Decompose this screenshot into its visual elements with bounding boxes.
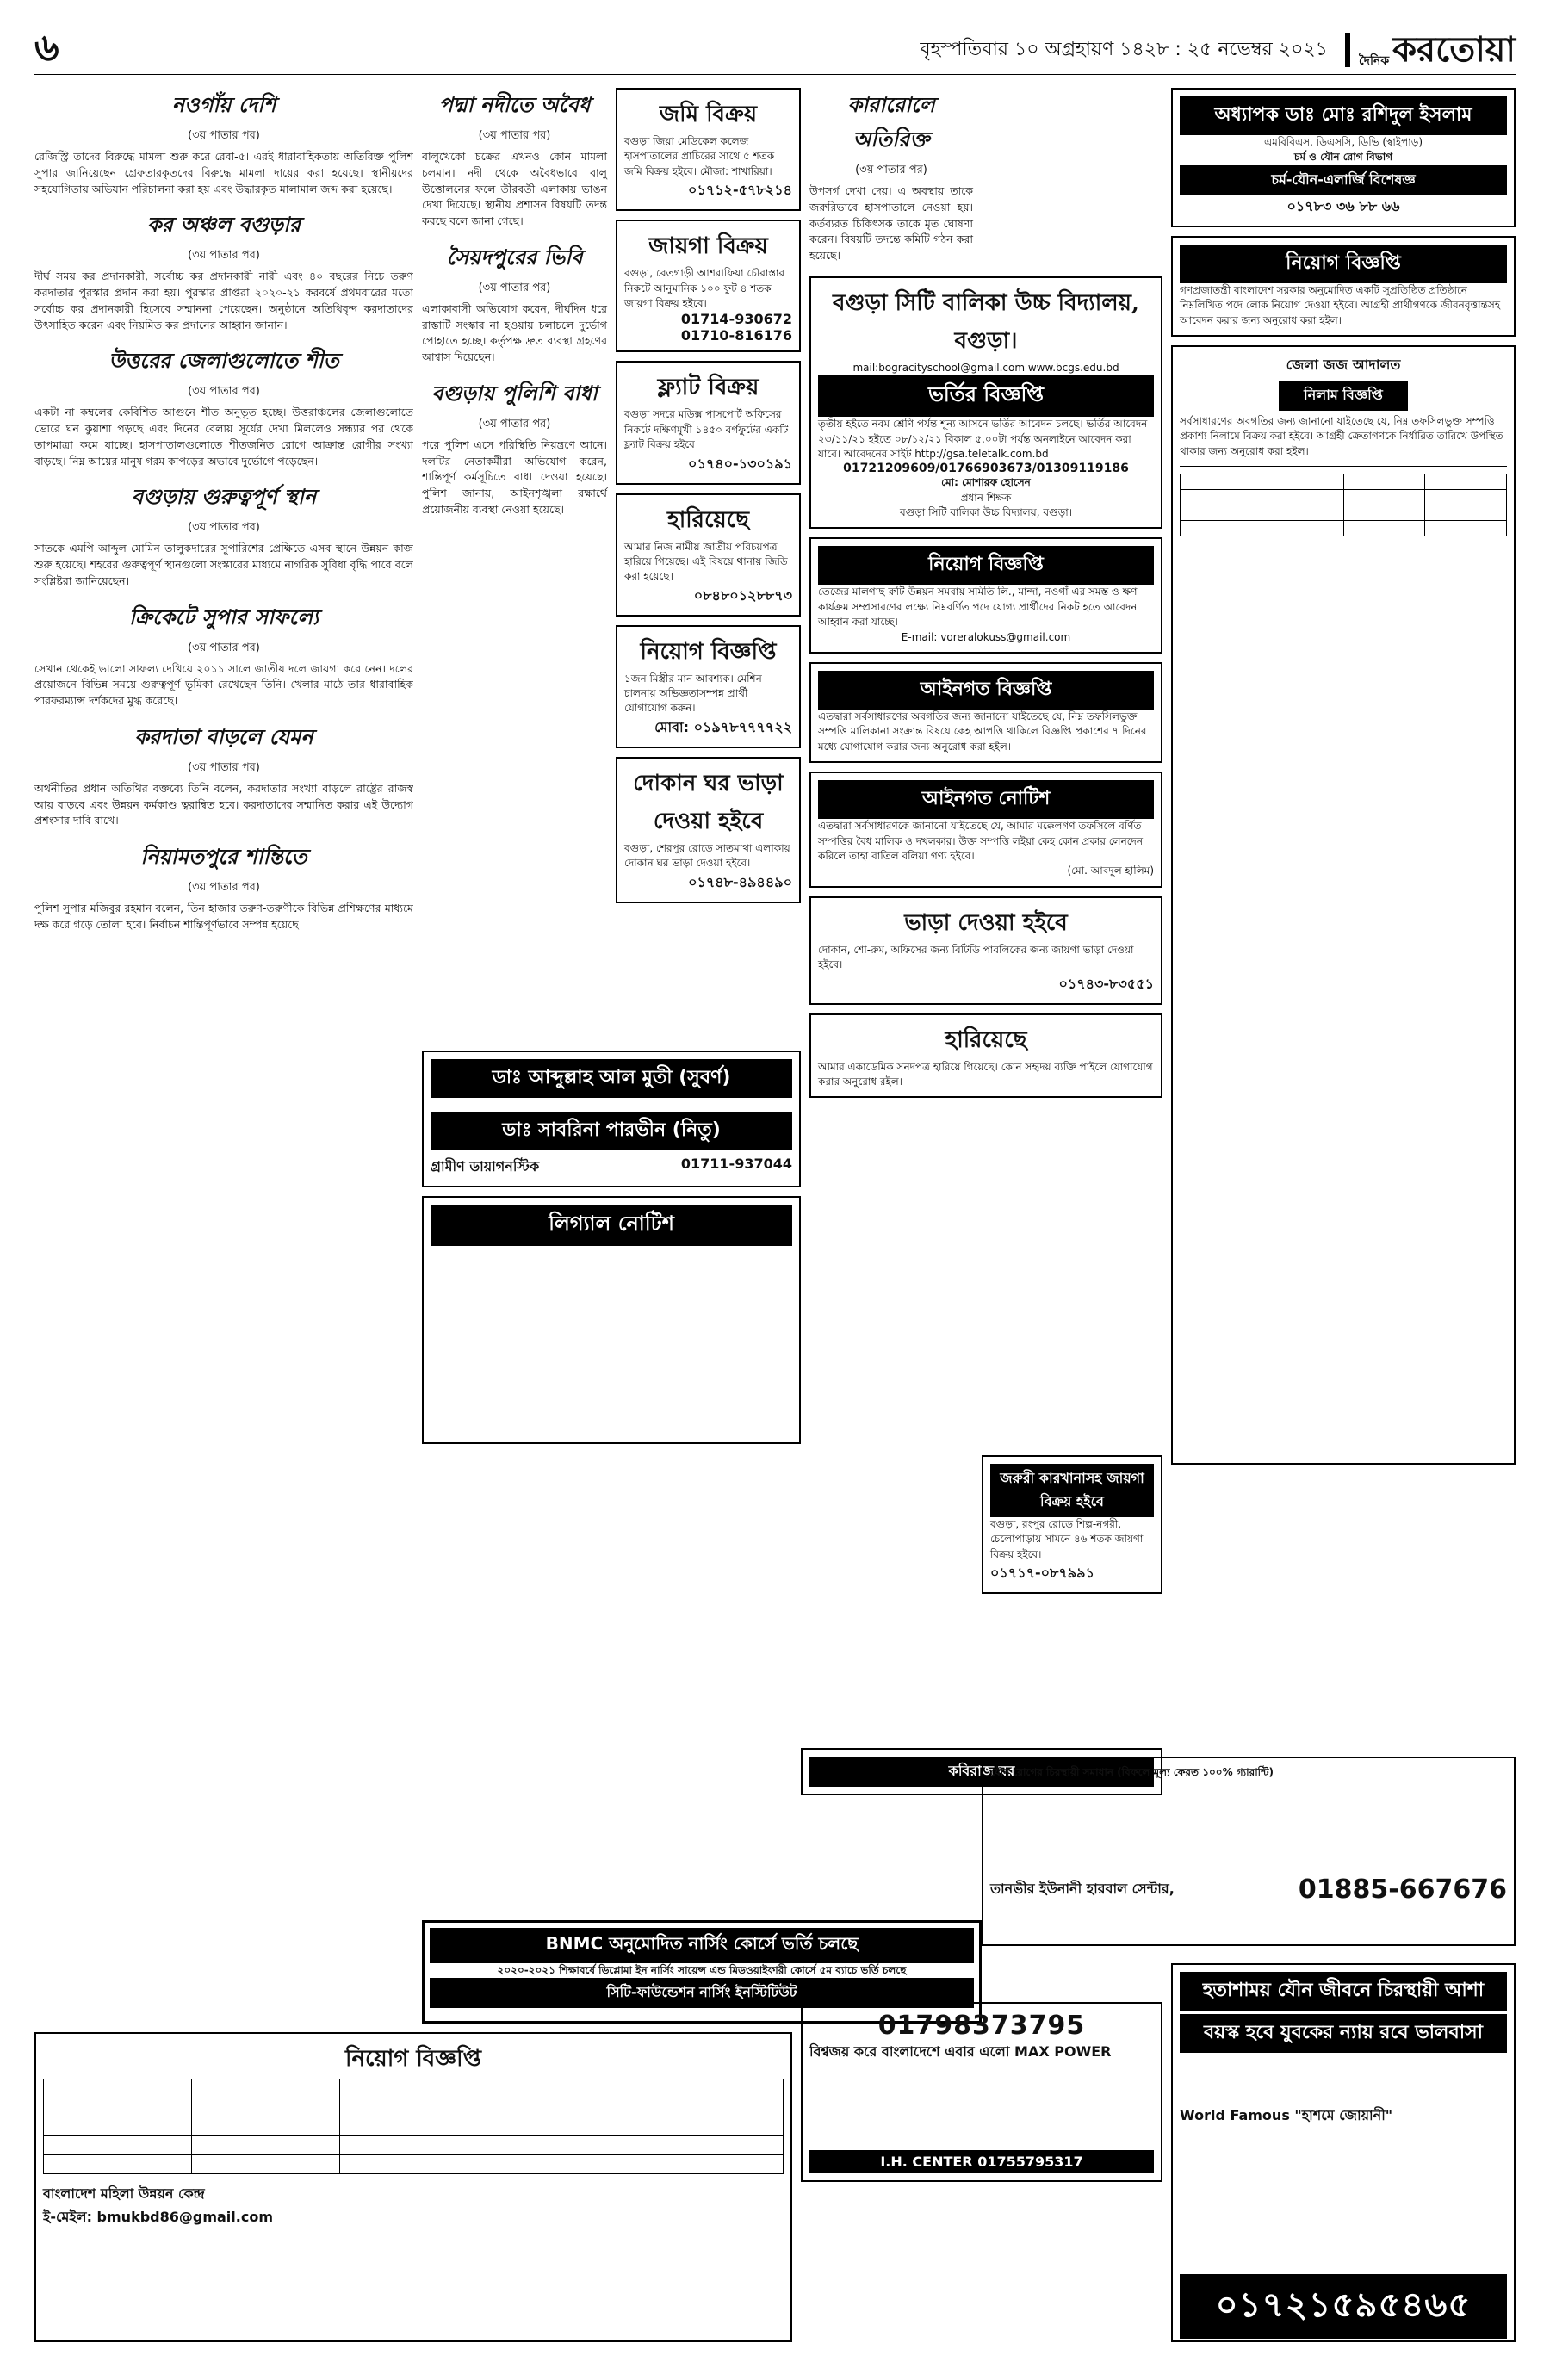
story-title: বগুড়ায় গুরুত্বপূর্ণ স্থান [131,484,317,510]
classified-ad [809,1013,1162,1099]
ad-body: আমার একাডেমিক সনদপত্র হারিয়ে গিয়েছে। কোন সহৃদয় ব্যক্তি পাইলে যোগাযোগ করার অনুরোধ রইল। [818,1060,1153,1088]
story-sub: (৩য় পাতার পর) [188,521,260,535]
classified-ad [616,493,801,617]
bottom-recruitment [34,2032,792,2351]
doctor-name: অধ্যাপক ডাঃ মোঃ রশিদুল ইসলাম [1180,96,1507,135]
diagnostic-name: গ্রামীণ ডায়াগনস্টিক [431,1158,540,1175]
school-signer-org: বগুড়া সিটি বালিকা উচ্চ বিদ্যালয়, বগুড়া। [899,506,1073,519]
ad-title: আইনগত বিজ্ঞপ্তি [818,671,1154,710]
story-sub: (৩য় পাতার পর) [188,129,260,142]
ad-phone: ০৮৪৮০১২৮৮৭৩ [693,586,792,604]
ad-title: নিয়োগ বিজ্ঞপ্তি [818,546,1154,585]
nursing-inst: সিটি-ফাউন্ডেশন নার্সিং ইনস্টিটিউট [430,1978,974,2008]
col2-left [422,88,607,912]
ih-center: I.H. CENTER 01755795317 [809,2150,1154,2173]
story [34,841,413,933]
tanvir-ad [982,1757,1516,1955]
ad-title: নিয়োগ বিজ্ঞপ্তি [1180,245,1507,283]
legal-notice-ad [422,1196,801,1444]
classified-ad [616,361,801,484]
classified-ad [616,625,801,748]
ad-title: নিয়োগ বিজ্ঞপ্তি [345,2046,481,2072]
school-admission-ad [809,276,1162,530]
factory-ad [982,1455,1162,1594]
tanvir-box [982,1757,1516,1946]
logo-name: করতোয়া [1392,29,1516,70]
recruitment-table [43,2079,784,2174]
herbal-phone: 01798373795 [877,2011,1086,2041]
nursing-sub: ২০২০-২০২১ শিক্ষাবর্ষে ডিপ্লোমা ইন নার্সিং সায়েন্স এন্ড মিডওয়াইফারী কোর্সে ৫ম ব্যাচে ভর্তি চলছে [497,1964,907,1976]
classified-ad [616,757,801,903]
ad-title: কবিরাজ ঘর [809,1757,1154,1787]
tanvir-phone: 01885-667676 [1298,1875,1507,1906]
hashmi-sub: বয়স্ক হবে যুবকের ন্যায় রবে ভালবাসা [1180,2014,1507,2053]
story-sub: (৩য় পাতার পর) [188,385,260,399]
maxpower-title: বিশ্বজয় করে বাংলাদেশে এবার এলো MAX POWER [809,2043,1112,2060]
hashmi-phone: ০১৭২১৫৯৫৪৬৫ [1180,2274,1507,2339]
court-body: সর্বসাধারণের অবগতির জন্য জানানো যাইতেছে যে, নিম্ন তফসিলভুক্ত সম্পত্তি প্রকাশ্য নিলামে বিক্রয় করা হইবে। আগ্রহী ক্রেতাগণকে নির্ধারিত তারিখে উপস্থিত থাকার জন্য অনুরোধ করা হইল। [1180,414,1504,457]
doctor-ad [422,1051,801,1187]
herbal-ad [801,2002,1162,2182]
story [422,242,607,366]
story [422,378,607,518]
story-body: অর্থনীতির প্রধান অতিথির বক্তব্যে তিনি বলেন, করদাতার সংখ্যা বাড়লে রাষ্ট্রের রাজস্ব আয় বাড়বে এবং উন্নয়ন কর্মকাণ্ড ত্বরান্বিত হবে। করদাতাদের সম্মানিত করার এই উদ্যোগ প্রশংসার দাবি রাখে। [34,781,413,827]
ad-body: এতদ্বারা সর্বসাধারণের অবগতির জন্য জানানো যাইতেছে যে, নিম্ন তফসিলভুক্ত সম্পত্তি মালিকানা সংক্রান্ত বিষয়ে কেহ আপত্তি থাকিলে বিজ্ঞপ্তি প্রকাশের ৭ দিনের মধ্যে যোগাযোগ করার জন্য অনুরোধ করা হইল। [818,710,1147,753]
newspaper-logo [1345,29,1516,70]
ad-body: গণপ্রজাতন্ত্রী বাংলাদেশ সরকার অনুমোদিত একটি সুপ্রতিষ্ঠিত প্রতিষ্ঠানে নিম্নলিখিত পদে লোক নিয়োগ দেওয়া হইবে। আগ্রহী প্রার্থীগণকে জীবনবৃত্তান্তসহ আবেদন করার জন্য অনুরোধ করা হইল। [1180,283,1501,326]
story-body: একটা না কম্বলের কেবিশিত আগুনে শীত অনুভূত হচ্ছে। উত্তরাঞ্চলের জেলাগুলোতে ভোরে ঘন কুয়াশা পড়ছে এবং দিনের বেলায় সূর্যের দেখা মিললেও সন্ধ্যার পর থেকে তাপমাত্রা কমে যাচ্ছে। হাসপাতালগুলোতে শীতজনিত রোগে আক্রান্ত রোগীর সংখ্যা বাড়ছে। নিম্ন আয়ের মানুষ গরম কাপড়ের অভাবে দুর্ভোগে পড়েছেন। [34,406,413,468]
ad-body: ১জন মিস্ত্রীর মান আবশ্যক। মেশিন চালনায় অভিজ্ঞতাসম্পন্ন প্রার্থী যোগাযোগ করুন। [624,672,762,715]
doctor-phone: ০১৭৮৩ ৩৬ ৮৮ ৬৬ [1286,197,1400,214]
doctor-ad [1171,88,1516,227]
ad-body: দোকান, শো-রুম, অফিসের জন্য বিটিডি পাবলিকের জন্য জায়গা ভাড়া দেওয়া হইবে। [818,943,1134,971]
ad-title: ভাড়া দেওয়া হইবে [904,909,1068,936]
story [34,481,413,589]
tanvir-row [990,1875,1507,1905]
ad-phone: ০১৭৪৮-৪৯৪৪৯০ [688,873,792,890]
col2-split [422,88,801,912]
story-sub: (৩য় পাতার পর) [188,249,260,263]
recruitment-ad [809,537,1162,654]
story-sub: (৩য় পাতার পর) [478,281,551,294]
story-body: সাতকে এমপি আব্দুল মোমিন তালুকদারের সুপারিশের প্রেক্ষিতে এসব স্থানে উন্নয়ন কাজ শুরু হয়েছে। শহরের গুরুত্বপূর্ণ স্থানগুলো সংস্কারের মাধ্যমে নাগরিক সুবিধা বৃদ্ধি পাবে বলে সংশ্লিষ্টরা জানিয়েছেন। [34,542,413,587]
hashmi-box [1171,1963,1516,2342]
ad-title: জায়গা বিক্রয় [648,233,768,260]
column-2 [422,88,801,1044]
ad-title: দোকান ঘর ভাড়া দেওয়া হইবে [633,770,784,834]
story-body: বালুখেকো চক্রের এখনও কোন মামলা চলমান। নদী থেকে অবৈধভাবে বালু উত্তোলনের ফলে তীরবর্তী এলাকায় ভাঙন দেখা দিয়েছে। স্থানীয় প্রশাসন বিষয়টি তদন্ত করছে বলে জানা গেছে। [422,150,607,227]
court-auction-notice [1171,345,1516,1465]
ad-title: ফ্ল্যাট বিক্রয় [657,375,760,401]
recruitment-ad [34,2032,792,2342]
story-sub: (৩য় পাতার পর) [188,760,260,774]
ad-body: বগুড়া, শেরপুর রোডে সাতমাথা এলাকায় দোকান ঘর ভাড়া দেওয়া হইবে। [624,841,790,870]
story-title: নওগাঁয় দেশি [171,92,276,117]
hashmi-world: World Famous "হাশমে জোয়ানী" [1180,2107,1393,2123]
auction-table [1180,474,1507,536]
diagnostic-phone: 01711-937044 [680,1156,792,1172]
org-email: ই-মেইল: bmukbd86@gmail.com [43,2209,273,2225]
doctor-role: চর্ম ও যৌন রোগ বিভাগ [1293,151,1393,164]
ad-title: নিয়োগ বিজ্ঞপ্তি [640,638,777,665]
nursing-title: BNMC অনুমোদিত নার্সিং কোর্সে ভর্তি চলছে [430,1928,974,1963]
school-mail: mail:bogracityschool@gmail.com www.bcgs.edu.bd [852,361,1119,374]
ad-body: এতদ্বারা সর্বসাধারণকে জানানো যাইতেছে যে, আমার মক্কেলগণ তফসিলে বর্ণিত সম্পত্তির বৈধ মালিক ও দখলকার। উক্ত সম্পত্তি লইয়া কেহ কোন প্রকার লেনদেন করিলে তাহা বাতিল বলিয়া গণ্য হইবে। [818,820,1144,862]
school-heading: ভর্তির বিজ্ঞপ্তি [818,375,1154,417]
org-name: বাংলাদেশ মহিলা উন্নয়ন কেন্দ্র [43,2185,205,2202]
story-body: রেজিস্ট্রি তাদের বিরুদ্ধে মামলা শুরু করে রেবা-৫। এরই ধারাবাহিকতায় অতিরিক্ত পুলিশ সুপার জানিয়েছেন গ্রেফতারকৃতদের বিরুদ্ধে মামলা দায়ের করা হয়েছে। স্থানীয়দের সহযোগিতায় অভিযান পরিচালনা করা হয় এবং উদ্ধারকৃত মালামাল জব্দ করা হয়েছে। [34,150,413,195]
legal-ad [809,662,1162,763]
story-body: সেখান থেকেই ভালো সাফল্য দেখিয়ে ২০১১ সালে জাতীয় দলে জায়গা করে নেন। দলের প্রয়োজনে বিভিন্ন সময়ে গুরুত্বপূর্ণ ভূমিকা রেখেছেন তিনি। খেলার মাঠে তার ধারাবাহিক পারফরম্যান্স দর্শকদের মুগ্ধ করেছে। [34,661,413,707]
doctor-specialty: চর্ম-যৌন-এলার্জি বিশেষজ্ঞ [1180,165,1507,195]
story-body: উপসর্গ দেখা দেয়। এ অবস্থায় তাকে জরুরিভাবে হাসপাতালে নেওয়া হয়। কর্তব্যরত চিকিৎসক তাকে মৃত ঘোষণা করেন। বিষয়টি তদন্তে কমিটি গঠন করা হয়েছে। [809,184,973,262]
column-4 [1171,88,1516,1896]
ad-body: আমার নিজ নামীয় জাতীয় পরিচয়পত্র হারিয়ে গিয়েছে। এই বিষয়ে থানায় জিডি করা হয়েছে। [624,540,788,583]
ad-phone: ০১৭৪৩-৮৩৫৫১ [1058,975,1154,992]
ad-title: লিগ্যাল নোটিশ [431,1205,792,1246]
story-title: নিয়ামতপুরে শান্তিতে [140,844,307,869]
ad-phone: 01710-816176 [680,327,792,344]
ad-phone: 01714-930672 [680,311,792,328]
story-title: করদাতা বাড়লে যেমন [134,723,313,749]
school-phones: 01721209609/01766903673/01309119186 [843,462,1129,476]
story [34,90,413,197]
story [34,345,413,469]
classified-ad [616,220,801,352]
ad-phone: ০১৭৪০-১৩০১৯১ [688,455,792,472]
school-signer: মো: মোশারফ হোসেন [941,476,1031,489]
tanvir-body: যৌন রোগের চিরস্থায়ী সমাধান (বিফলে মূল্য ফেরত ১০০% গ্যারান্টি) [990,1766,1274,1778]
ad-title: জরুরী কারখানাসহ জায়গা বিক্রয় হইবে [990,1464,1154,1517]
ad-body: বগুড়া, বেতগাড়ী আশরাফিয়া চৌরাস্তার নিকটে আনুমানিক ১০০ ফুট ৪ শতক জায়গা বিক্রয় হইবে। [624,267,785,309]
ad-title: আইনগত নোটিশ [818,780,1154,819]
classified-ad [809,896,1162,1005]
hashmi-title: হতাশাময় যৌন জীবনে চিরস্থায়ী আশা [1180,1972,1507,2011]
legal-notice-ad [809,772,1162,888]
story-body: এলাকাবাসী অভিযোগ করেন, দীর্ঘদিন ধরে রাস্তাটি সংস্কার না হওয়ায় চলাচলে দুর্ভোগ পোহাতে হচ্ছে। কর্তৃপক্ষ দ্রুত ব্যবস্থা গ্রহণের আশ্বাস দিয়েছেন। [422,301,607,363]
story-sub: (৩য় পাতার পর) [478,129,551,142]
story-sub: (৩য় পাতার পর) [188,641,260,654]
story [34,602,413,710]
story-sub: (৩য় পাতার পর) [478,417,551,431]
dateline: বৃহস্পতিবার ১০ অগ্রহায়ণ ১৪২৮ : ২৫ নভেম্বর ২০২১ [920,38,1328,60]
newspaper-page [34,26,1516,2351]
story-title: কর অঞ্চল বগুড়ার [146,212,301,238]
ad-body: বগুড়া, রংপুর রোডে শিল্প-নগরী, চেলোপাড়ায় সামনে ৪৬ শতক জায়গা বিক্রয় হইবে। [990,1518,1144,1560]
ad-phone: ০১৭১৭-০৮৭৯৯১ [990,1565,1094,1582]
story-sub: (৩য় পাতার পর) [188,881,260,894]
column-1 [34,88,413,1836]
divider [1180,466,1507,467]
story-body: পুলিশ সুপার মজিবুর রহমান বলেন, তিন হাজার তরুণ-তরুণীকে বিভিন্ন প্রশিক্ষণের মাধ্যমে দক্ষ করে গড়ে তোলা হবে। নির্বাচন শান্তিপূর্ণভাবে সম্পন্ন হয়েছে। [34,902,413,931]
ad-title: হারিয়েছে [667,506,749,533]
story-title: ক্রিকেটে সুপার সাফল্যে [129,604,319,629]
doctor-name: ডাঃ সাবরিনা পারভীন (নিতু) [431,1112,792,1150]
story-title: বগুড়ায় পুলিশি বাধা [431,380,598,406]
ad-body: তেজের মালগাছ রুটি উন্নয়ন সমবায় সমিতি লি., মান্দা, নওগাঁ এর সমস্ত ও ক্ষণ কার্যক্রম সম্প্রসারণের লক্ষ্যে নিম্নবর্ণিত পদে যোগ্য প্রার্থীদের নিকট হতে আবেদন আহ্বান করা যাচ্ছে। [818,586,1138,629]
story [34,209,413,333]
story-title: উত্তরের জেলাগুলোতে শীত [108,348,339,374]
story-body: দীর্ঘ সময় কর প্রদানকারী, সর্বোচ্চ কর প্রদানকারী নারী এবং ৪০ বছরের নিচে তরুণ করদাতার পুরস্কার প্রদান করা হয়। পুরস্কার প্রাপ্তরা ২০২০-২১ করবর্ষে প্রথমবারের মতো সর্বোচ্চ কর প্রদানকারী হিসেবে সম্মাননা পেয়েছেন। অনুষ্ঠানে অতিথিবৃন্দ করদাতাদের উৎসাহিত করেন এবং নিয়মিত কর প্রদানের আহ্বান জানান। [34,270,413,332]
story-body: পরে পুলিশ এসে পরিস্থিতি নিয়ন্ত্রণে আনে। দলটির নেতাকর্মীরা অভিযোগ করেন, শান্তিপূর্ণ কর্মসূচিতে বাধা দেওয়া হয়েছে। পুলিশ জানায়, আইনশৃঙ্খলা রক্ষার্থে প্রয়োজনীয় ব্যবস্থা নেওয়া হয়েছে। [422,437,607,516]
story [34,722,413,829]
masthead [34,26,1516,77]
col2-right [616,88,801,912]
hashmi-ad [1171,1963,1516,2351]
classified-ad [616,88,801,211]
school-signer-role: প্রধান শিক্ষক [960,491,1012,504]
page-number: ৬ [34,25,59,70]
story-title: সৈয়দপুরের ভিবি [446,244,583,270]
school-title: বগুড়া সিটি বালিকা উচ্চ বিদ্যালয়, বগুড়া। [832,289,1140,354]
story [422,90,607,230]
ad-phone: মোবা: ০১৯৭৮৭৭৭৭২২ [654,718,792,735]
school-body: তৃতীয় হইতে নবম শ্রেণি পর্যন্ত শূন্য আসনে ভর্তির আবেদন চলছে। ভর্তির আবেদন ২৩/১১/২১ হইতে ০৮/১২/২১ বিকাল ৫.০০টা পর্যন্ত অনলাইনে আবেদন করা যাবে। আবেদনের সাইট http://gsa.teletalk.com.bd [818,418,1148,460]
story-title: কারারোলে অতিরিক্ত [847,92,935,152]
ad-signer: (মো. আবদুল হালিম) [1067,865,1154,877]
diagnostic-row [431,1156,792,1179]
ad-title: হারিয়েছে [945,1026,1027,1053]
court-title: জেলা জজ আদালত [1286,356,1401,373]
recruitment-ad [1171,236,1516,337]
ad-body: বগুড়া সদরে মডিক্স পাসপোর্ট অফিসের নিকটে দক্ষিণমুখী ১৪৫০ বর্গফুটের একটি ফ্ল্যাট বিক্রয় হইবে। [624,408,789,451]
ad-phone: ০১৭১২-৫৭৮২১৪ [688,182,792,199]
tanvir-name: তানভীর ইউনানী হারবাল সেন্টার, [990,1881,1175,1898]
ad-body: বগুড়া জিয়া মেডিকেল কলেজ হাসপাতালের প্রাচিরের সাথে ৫ শতক জমি বিক্রয় হইবে। মৌজা: শাখারিয়া। [624,135,775,177]
col3-ad-row [809,896,1162,1013]
factory-ad-wrap [982,1455,1162,1627]
story-title: পদ্মা নদীতে অবৈধ [438,92,591,117]
story [809,88,973,264]
ad-title: জমি বিক্রয় [659,102,758,127]
story-sub: (৩য় পাতার পর) [855,164,927,177]
lower-ads-col2 [422,1051,801,1533]
ad-email: E-mail: voreralokuss@gmail.com [901,630,1071,643]
doctor-name: ডাঃ আব্দুল্লাহ আল মুতী (সুবর্ণ) [431,1059,792,1098]
doctor-degree: এমবিবিএস, ডিএসসি, ডিভি (স্বাইপাড়) [1263,136,1423,148]
court-heading: নিলাম বিজ্ঞপ্তি [1279,381,1408,411]
logo-small: দৈনিক [1358,54,1390,68]
